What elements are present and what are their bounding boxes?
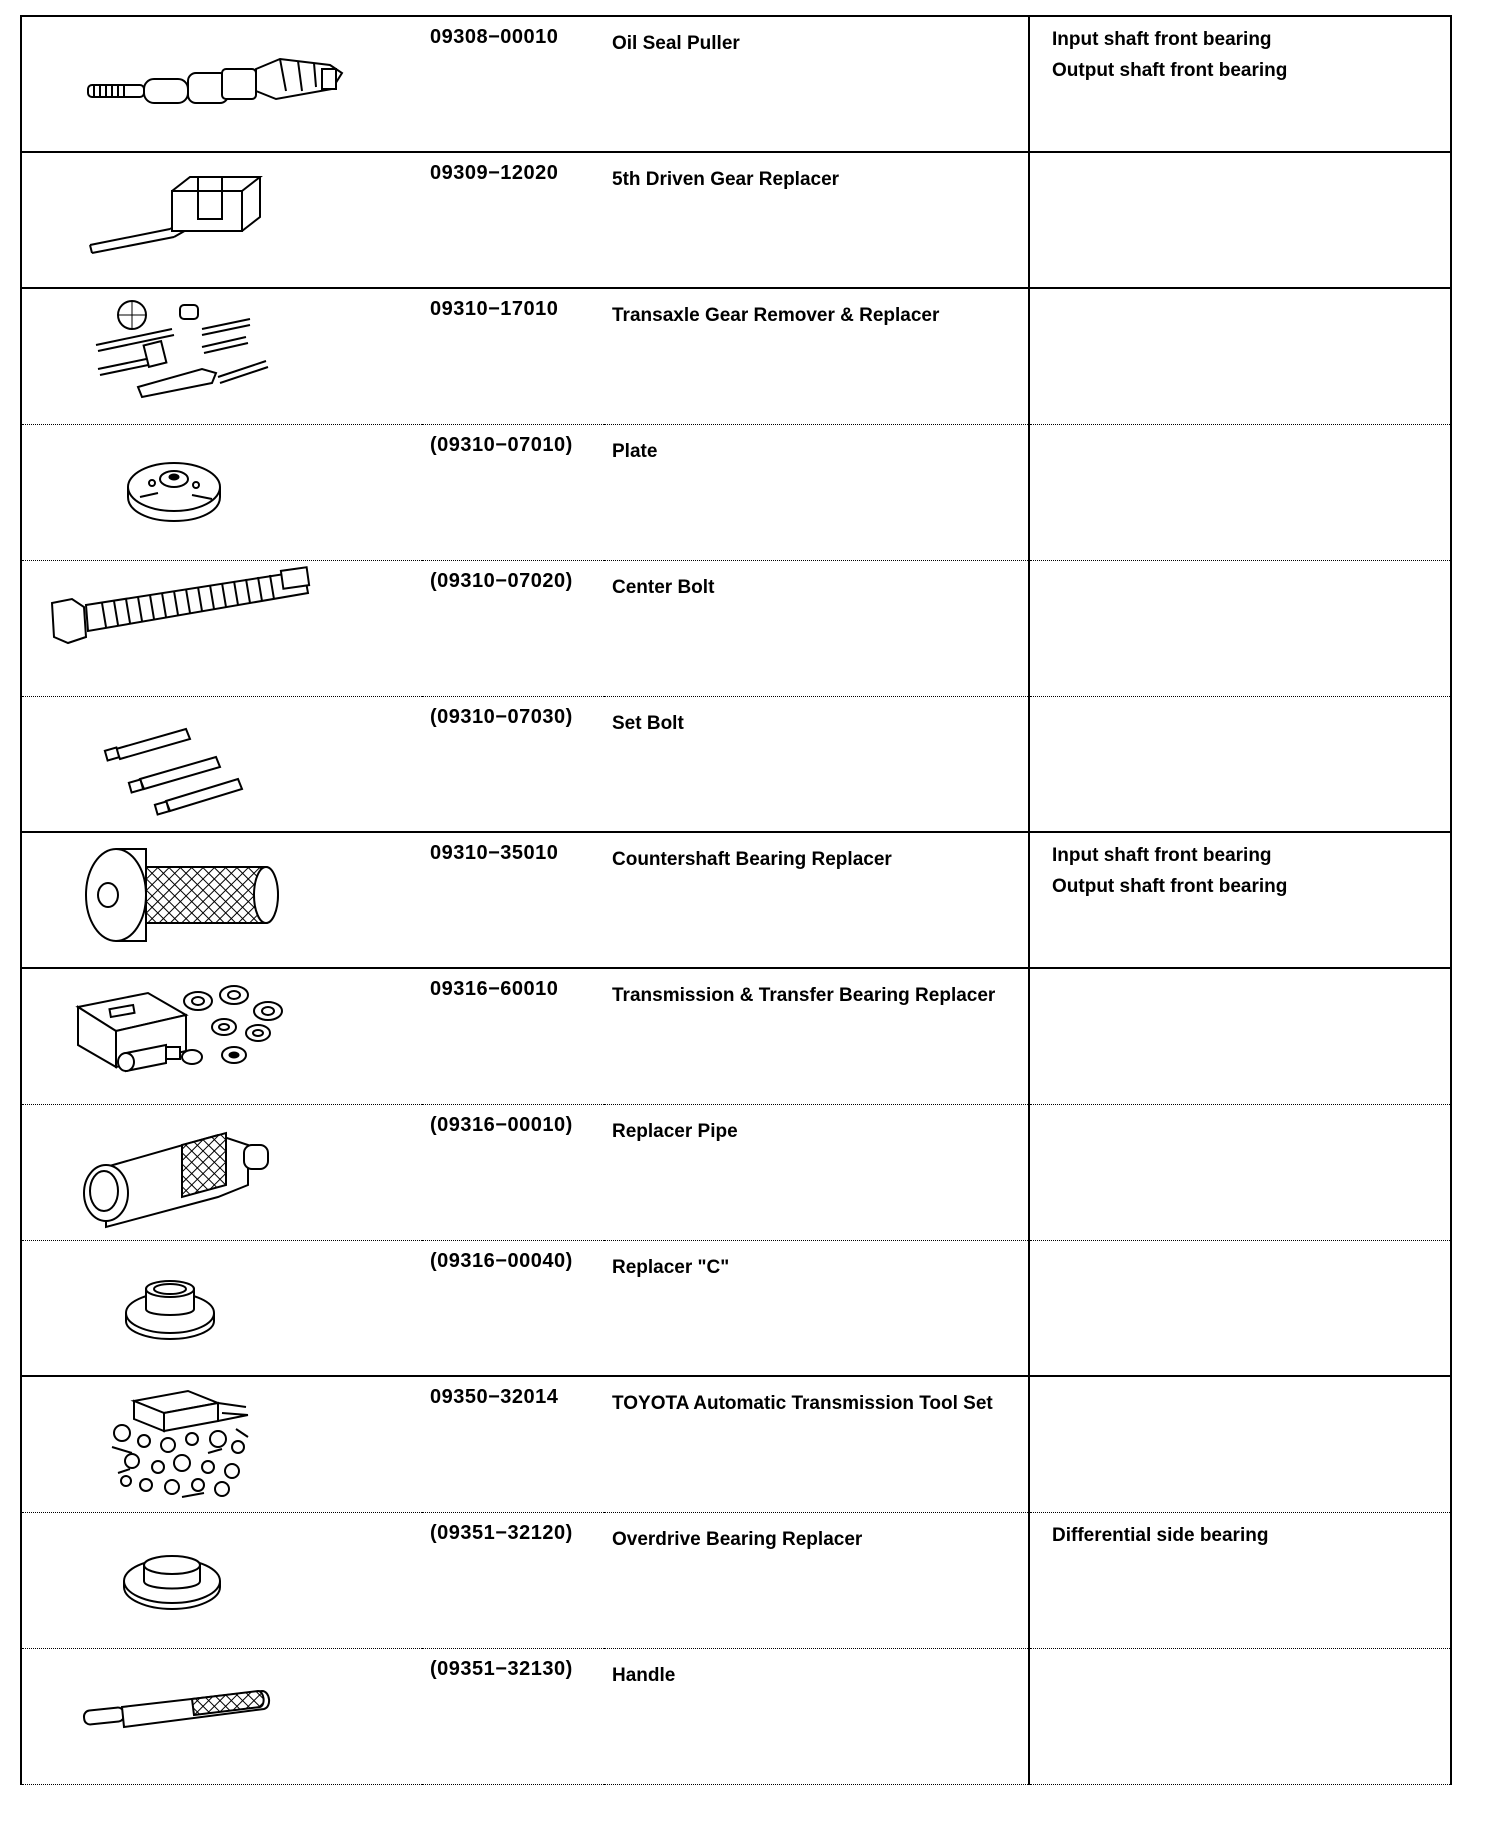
countershaft-bearing-replacer-icon xyxy=(22,833,422,967)
plate-icon xyxy=(22,425,422,559)
table-row xyxy=(21,1240,1451,1376)
tool-illustration-cell xyxy=(21,968,422,1104)
oil-seal-puller-icon xyxy=(22,17,422,151)
table-row xyxy=(21,1376,1451,1512)
special-service-tools-table xyxy=(20,15,1452,1785)
table-row xyxy=(21,1648,1451,1784)
tool-name: Overdrive Bearing Replacer xyxy=(612,1528,863,1550)
set-bolt-icon xyxy=(22,697,422,831)
part-number: (09351−32130) xyxy=(430,1657,573,1680)
tool-illustration-cell xyxy=(21,288,422,424)
table-row xyxy=(21,424,1451,560)
tool-name: Replacer Pipe xyxy=(612,1120,738,1142)
part-number: 09316−60010 xyxy=(430,978,559,1000)
center-bolt-icon xyxy=(22,561,422,695)
handle-icon xyxy=(22,1649,422,1783)
part-number: (09310−07030) xyxy=(430,705,573,728)
tool-name: Oil Seal Puller xyxy=(612,33,740,54)
tool-name: TOYOTA Automatic Transmission Tool Set xyxy=(612,1393,993,1414)
part-number: 09309−12020 xyxy=(430,162,559,184)
tool-name: Transmission & Transfer Bearing Replacer xyxy=(612,985,996,1006)
table-row xyxy=(21,16,1451,152)
overdrive-bearing-replacer-icon xyxy=(22,1513,422,1647)
table-row xyxy=(21,1512,1451,1648)
tool-name: Countershaft Bearing Replacer xyxy=(612,849,892,870)
part-number: 09310−17010 xyxy=(430,298,559,320)
replacer-c-icon xyxy=(22,1241,422,1375)
5th-driven-gear-replacer-icon xyxy=(22,153,422,287)
tool-name: Transaxle Gear Remover & Replacer xyxy=(612,305,940,326)
tool-name: Replacer "C" xyxy=(612,1256,730,1278)
table-row xyxy=(21,696,1451,832)
table-row xyxy=(21,832,1451,968)
tool-name: Plate xyxy=(612,440,658,462)
table-row xyxy=(21,288,1451,424)
table-row xyxy=(21,152,1451,288)
tool-illustration-cell xyxy=(21,560,422,696)
part-number: 09308−00010 xyxy=(430,26,559,48)
replacer-pipe-icon xyxy=(22,1105,422,1239)
tool-illustration-cell xyxy=(21,1648,422,1784)
tool-illustration-cell xyxy=(21,16,422,152)
application-note: Differential side bearing xyxy=(1052,1524,1269,1546)
tool-name: Center Bolt xyxy=(612,576,715,598)
application-note: Input shaft front bearing xyxy=(1052,845,1272,866)
automatic-transmission-tool-set-icon xyxy=(22,1377,422,1511)
application-note: Output shaft front bearing xyxy=(1052,60,1288,81)
tool-illustration-cell xyxy=(21,424,422,560)
transaxle-gear-remover-set-icon xyxy=(22,289,422,423)
tool-name: 5th Driven Gear Replacer xyxy=(612,169,840,190)
tool-illustration-cell xyxy=(21,1512,422,1648)
part-number: (09310−07020) xyxy=(430,569,573,592)
part-number: 09350−32014 xyxy=(430,1386,559,1408)
bearing-replacer-kit-icon xyxy=(22,969,422,1103)
tool-name: Set Bolt xyxy=(612,712,684,734)
tool-illustration-cell xyxy=(21,1376,422,1512)
tool-illustration-cell xyxy=(21,832,422,968)
tool-illustration-cell xyxy=(21,152,422,288)
tool-illustration-cell xyxy=(21,1104,422,1240)
part-number: (09351−32120) xyxy=(430,1521,573,1544)
tool-name: Handle xyxy=(612,1664,676,1686)
tool-illustration-cell xyxy=(21,696,422,832)
application-note: Input shaft front bearing xyxy=(1052,29,1272,50)
tool-illustration-cell xyxy=(21,1240,422,1376)
table-row xyxy=(21,968,1451,1104)
table-row xyxy=(21,1104,1451,1240)
part-number: 09310−35010 xyxy=(430,842,559,864)
table-row xyxy=(21,560,1451,696)
part-number: (09316−00010) xyxy=(430,1113,573,1136)
application-note: Output shaft front bearing xyxy=(1052,876,1288,897)
part-number: (09316−00040) xyxy=(430,1249,573,1272)
part-number: (09310−07010) xyxy=(430,433,573,456)
